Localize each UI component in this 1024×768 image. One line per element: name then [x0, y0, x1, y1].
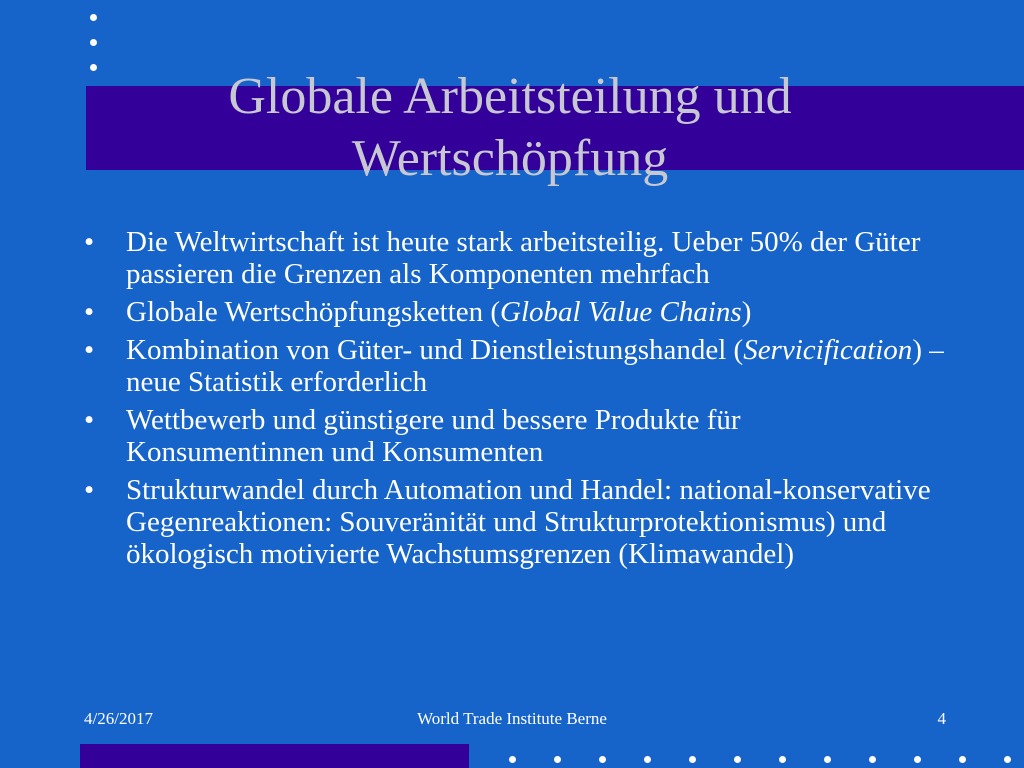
bullet-text: ): [741, 296, 752, 328]
bullet-marker: •: [84, 404, 95, 436]
bullet-marker: •: [84, 334, 95, 366]
bullet-text: Wettbewerb und günstigere und bessere Produkte für Konsumentinnen und Konsumenten: [126, 404, 741, 468]
bullet-text-italic: Servicification: [743, 334, 913, 366]
decorative-dot: [689, 756, 696, 763]
slide-title: [90, 66, 930, 190]
footer-date: 4/26/2017: [84, 709, 153, 728]
bullet-marker: •: [84, 296, 95, 328]
bullet-marker: •: [84, 226, 95, 258]
bullet-text: Kombination von Güter- und Dienstleistungshandel (: [126, 334, 744, 366]
decorative-dot: [869, 756, 876, 763]
bullet-marker: •: [84, 474, 95, 506]
decorative-dot: [1004, 756, 1011, 763]
bullet-text: ) – neue Statistik erforderlich: [126, 334, 944, 398]
bullet-item: [84, 474, 944, 570]
slide-title-line-1: Globale Arbeitsteilung und: [228, 68, 792, 125]
bullet-text-italic: Global Value Chains: [500, 296, 742, 328]
decorative-dot: [644, 756, 651, 763]
decorative-dot: [599, 756, 606, 763]
bullet-list: [84, 226, 944, 576]
decorative-dot: [90, 14, 97, 21]
decorative-dot: [90, 39, 97, 46]
decorative-dot: [509, 756, 516, 763]
bullet-item: [84, 404, 944, 468]
bullet-text: Die Weltwirtschaft ist heute stark arbeitsteilig. Ueber 50% der Güter passieren die Grenzen als Komponenten mehrfach: [126, 226, 921, 290]
decorative-dot: [554, 756, 561, 763]
footer-page-number: 4: [937, 709, 946, 728]
decorative-dot: [959, 756, 966, 763]
bullet-item: [84, 226, 944, 290]
decorative-dot: [779, 756, 786, 763]
decorative-dot: [824, 756, 831, 763]
decorative-dot: [734, 756, 741, 763]
footer-organization: World Trade Institute Berne: [417, 709, 607, 728]
bullet-item: [84, 334, 944, 398]
slide-title-line-2: Wertschöpfung: [351, 130, 669, 187]
bottom-band: [80, 744, 469, 768]
bullet-item: [84, 296, 944, 328]
bullet-text: Strukturwandel durch Automation und Handel: national-konservative Gegenreaktionen: Souveränität und Strukturprotektionismus) und ökologisch motivierte Wachstumsgrenzen (Klimawandel): [126, 474, 931, 570]
decorative-dot: [914, 756, 921, 763]
bullet-text: Globale Wertschöpfungsketten (: [126, 296, 501, 328]
